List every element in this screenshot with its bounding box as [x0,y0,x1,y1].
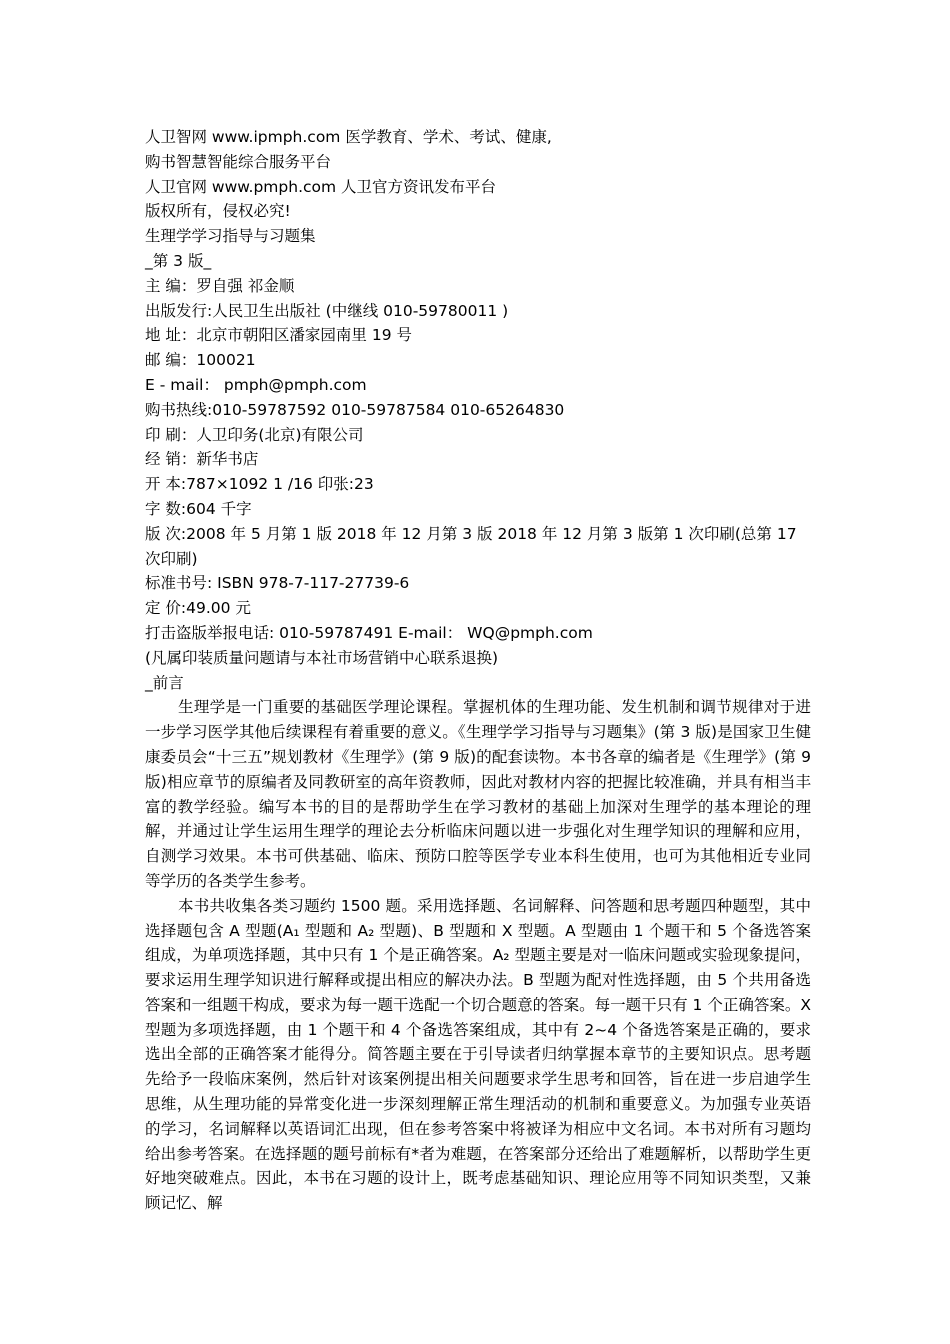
info-printer: 印 刷：人卫印务(北京)有限公司 [145,425,364,444]
info-format: 开 本:787×1092 1 /16 印张:23 [145,475,374,494]
info-word-count: 字 数:604 千字 [145,499,252,518]
info-piracy-report: 打击盗版举报电话: 010-59787491 E-mail： WQ@pmph.com [145,623,593,642]
info-email: E - mail： pmph@pmph.com [145,375,367,394]
preface-heading: _前言 [145,673,184,692]
header-line-4: 版权所有，侵权必究! [145,202,291,221]
info-price: 定 价:49.00 元 [145,599,251,618]
info-return-note: (凡属印装质量问题请与本社市场营销中心联系退换) [145,648,499,667]
preface-paragraph-2: 本书共收集各类习题约 1500 题。采用选择题、名词解释、问答题和思考题四种题型，其中选择题包含 A 型题(A₁ 型题和 A₂ 型题)、B 型题和 X 型题。A 型题由 1 个题干和 5 个备选答案组成，为单项选择题，其中只有 1 个是正确答案。A₂ 型题主要是对一临床问题或实验现象提问，要求运用生理学知识进行解释或提出相应的解决办法。B 型题为配对性选择题，由 5 个共用备选答案和一组题干构成，要求为每一题干选配一个切合题意的答案。每一题干只有 1 个正确答案。X 型题为多项选择题，由 1 个题干和 4 个备选答案组成，其中有 2~4 个备选答案是正确的，要求选出全部的正确答案才能得分。简答题主要在于引导读者归纳掌握本章节的主要知识点。思考题先给予一段临床案例，然后针对该案例提出相关问题要求学生思考和回答，旨在进一步启迪学生思维，从生理功能的异常变化进一步深刻理解正常生理活动的机制和重要意义。为加强专业英语的学习，名词解释以英语词汇出现，但在参考答案中将被译为相应中文名词。本书对所有习题均给出参考答案。在选择题的题号前标有*者为难题，在答案部分还给出了难题解析，以帮助学生更好地突破难点。因此，本书在习题的设计上，既考虑基础知识、理论应用等不同知识类型，又兼顾记忆、解 [145,896,811,1213]
header-line-2: 购书智慧智能综合服务平台 [145,152,332,171]
info-editors: 主 编：罗自强 祁金顺 [145,276,295,295]
info-publisher: 出版发行:人民卫生出版社 (中继线 010-59780011 ) [145,301,509,320]
header-line-3: 人卫官网 www.pmph.com 人卫官方资讯发布平台 [145,177,497,196]
preface-paragraph-1: 生理学是一门重要的基础医学理论课程。掌握机体的生理功能、发生机制和调节规律对于进一步学习医学其他后续课程有着重要的意义。《生理学学习指导与习题集》(第 3 版)是国家卫生健康委员会“十三五”规划教材《生理学》(第 9 版)的配套读物。本书各章的编者是《生理学》(第 9 版)相应章节的原编者及同教研室的高年资教师，因此对教材内容的把握比较准确，并具有相当丰富的教学经验。编写本书的目的是帮助学生在学习教材的基础上加深对生理学的基本理论的理解，并通过让学生运用生理学的理论去分析临床问题以进一步强化对生理学知识的理解和应用，自测学习效果。本书可供基础、临床、预防口腔等医学专业本科生使用，也可为其他相近专业同等学历的各类学生参考。 [145,698,811,890]
book-edition: _第 3 版_ [145,251,212,270]
document-page [145,125,811,1216]
info-distributor: 经 销：新华书店 [145,450,259,469]
info-postcode: 邮 编：100021 [145,351,256,370]
header-line-1: 人卫智网 www.ipmph.com 医学教育、学术、考试、健康, [145,128,552,146]
book-title: 生理学学习指导与习题集 [145,227,316,246]
info-address: 地 址：北京市朝阳区潘家园南里 19 号 [145,326,413,345]
info-hotline: 购书热线:010-59787592 010-59787584 010-65264830 [145,400,565,419]
info-isbn: 标准书号: ISBN 978-7-117-27739-6 [145,574,410,593]
info-printing-history: 版 次:2008 年 5 月第 1 版 2018 年 12 月第 3 版 2018 年 12 月第 3 版第 1 次印刷(总第 17 次印刷) [145,524,797,568]
